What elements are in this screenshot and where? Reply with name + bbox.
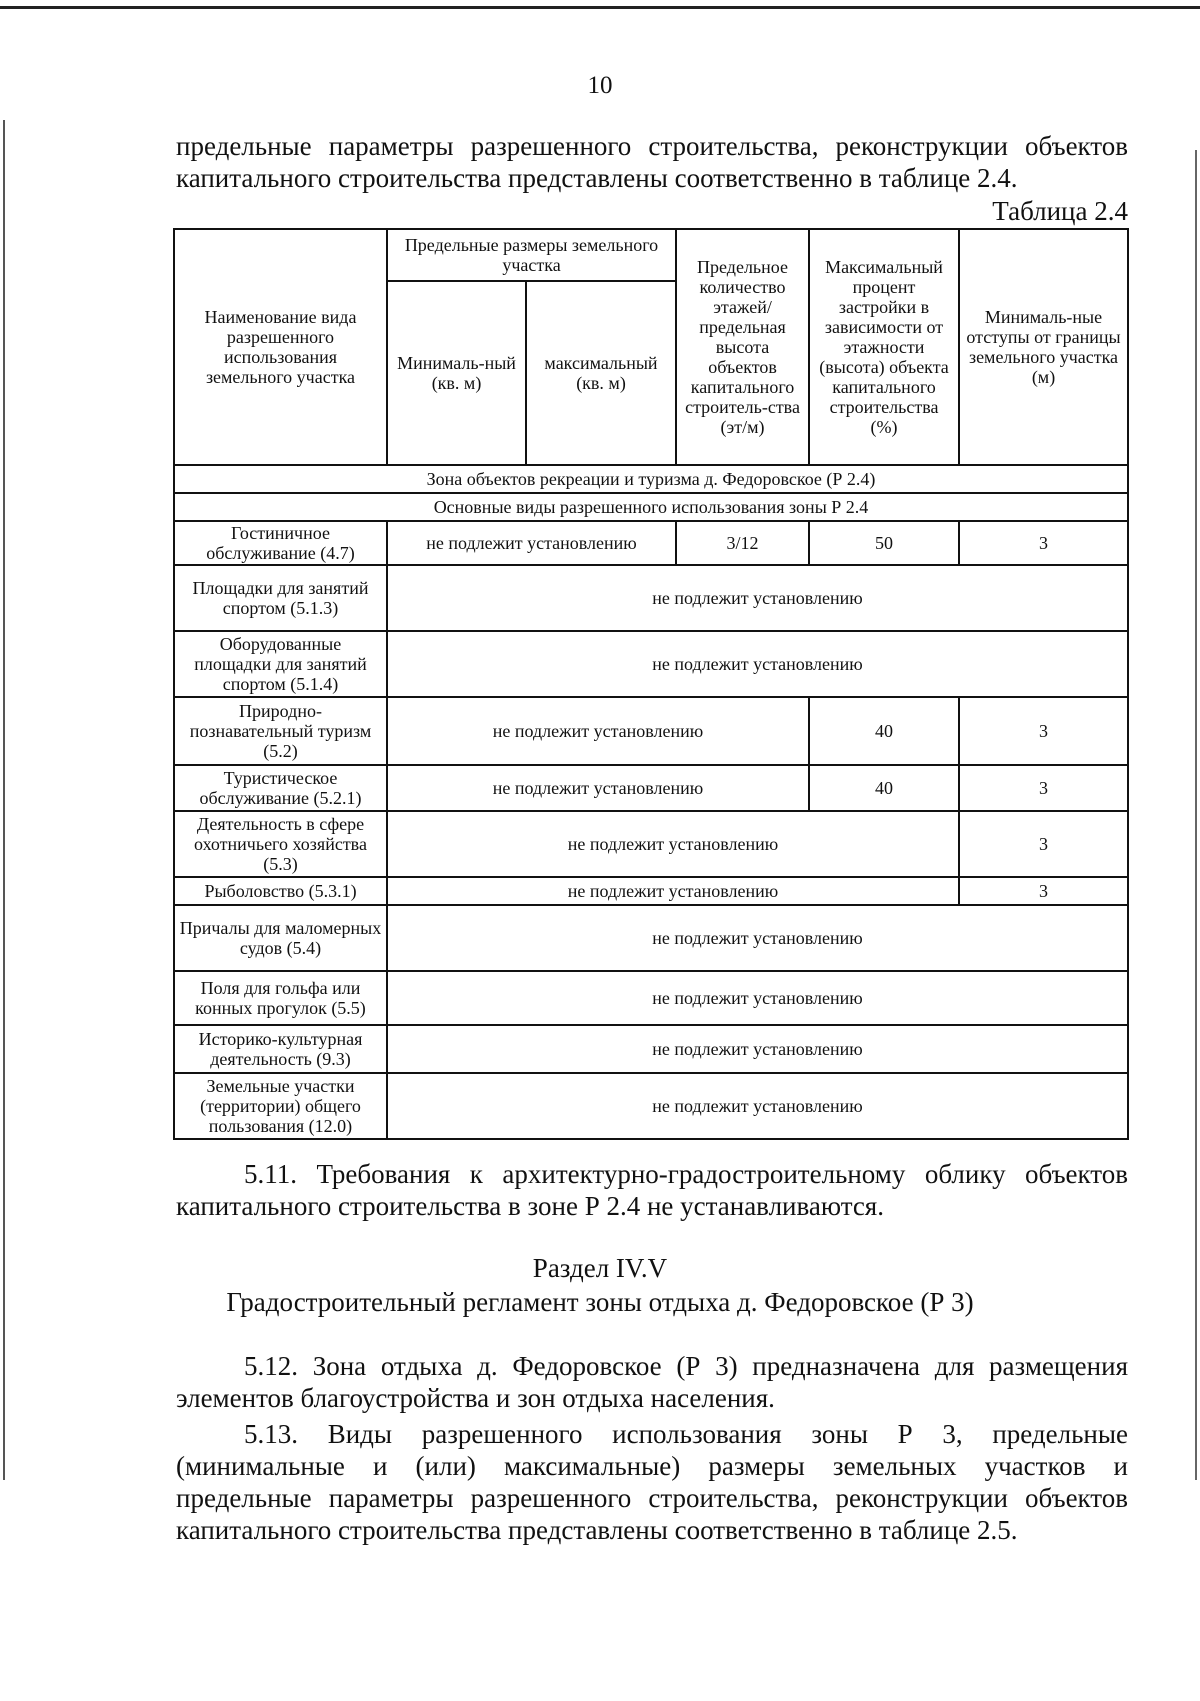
- para-5-13-line-4: капитального строительства представлены соответственно в таблице 2.5.: [176, 1515, 1018, 1545]
- header-setback: Минималь-ные отступы от границы земельного участка (м): [959, 229, 1128, 465]
- table-row: [174, 765, 1128, 811]
- row-setback: 3: [959, 521, 1128, 565]
- section-heading: Раздел IV.V: [532, 1253, 668, 1283]
- table-row: [174, 905, 1128, 971]
- header-coverage: Максимальный процент застройки в зависимости от этажности (высота) объекта капитального строительства (%): [809, 229, 959, 465]
- header-floors: Предельное количество этажей/ предельная высота объектов капитального строитель-ства (эт/м): [676, 229, 809, 465]
- row-name: Природно-познавательный туризм (5.2): [174, 697, 387, 765]
- intro-line-1: предельные параметры разрешенного строительства, реконструкции объектов: [176, 131, 1128, 161]
- para-5-13-line-2: (минимальные и (или) максимальные) размеры земельных участков и: [176, 1451, 1128, 1481]
- row-coverage: 40: [809, 765, 959, 811]
- table-caption: Таблица 2.4: [992, 196, 1128, 226]
- row-setback: 3: [959, 697, 1128, 765]
- regulation-table: [173, 228, 1129, 1140]
- header-plot-sizes: Предельные размеры земельного участка: [387, 229, 676, 281]
- row-size: не подлежит установлению: [387, 877, 959, 905]
- row-name: Туристическое обслуживание (5.2.1): [174, 765, 387, 811]
- para-5-11-line-1: 5.11. Требования к архитектурно-градостроительному облику объектов: [244, 1159, 1128, 1189]
- table-row: [174, 971, 1128, 1025]
- row-name: Причалы для маломерных судов (5.4): [174, 905, 387, 971]
- row-name: Оборудованные площадки для занятий спортом (5.1.4): [174, 631, 387, 697]
- para-5-13-line-3: предельные параметры разрешенного строительства, реконструкции объектов: [176, 1483, 1128, 1513]
- row-floors: 3/12: [676, 521, 809, 565]
- row-all: не подлежит установлению: [387, 905, 1128, 971]
- row-name: Поля для гольфа или конных прогулок (5.5): [174, 971, 387, 1025]
- row-name: Площадки для занятий спортом (5.1.3): [174, 565, 387, 631]
- para-5-12-line-1: 5.12. Зона отдыха д. Федоровское (Р 3) предназначена для размещения: [244, 1351, 1128, 1381]
- row-all: не подлежит установлению: [387, 971, 1128, 1025]
- paragraph-5-11: [176, 1158, 1128, 1222]
- table-row: [174, 631, 1128, 697]
- row-name: Гостиничное обслуживание (4.7): [174, 521, 387, 565]
- row-coverage: 40: [809, 697, 959, 765]
- scan-top-border: [0, 6, 1200, 9]
- table-row: [174, 877, 1128, 905]
- row-name: Земельные участки (территории) общего пользования (12.0): [174, 1073, 387, 1139]
- row-size: не подлежит установлению: [387, 521, 676, 565]
- row-all: не подлежит установлению: [387, 565, 1128, 631]
- table-row: [174, 1073, 1128, 1139]
- row-all: не подлежит установлению: [387, 1025, 1128, 1073]
- header-min: Минималь-ный (кв. м): [387, 281, 526, 465]
- zone-row: Зона объектов рекреации и туризма д. Федоровское (Р 2.4): [174, 465, 1128, 493]
- row-size: не подлежит установлению: [387, 697, 809, 765]
- paragraph-5-12: [176, 1350, 1128, 1414]
- para-5-13-line-1: 5.13. Виды разрешенного использования зоны Р 3, предельные: [244, 1419, 1128, 1449]
- main-types-row: Основные виды разрешенного использования зоны Р 2.4: [174, 493, 1128, 521]
- row-setback: 3: [959, 811, 1128, 877]
- header-max: максимальный (кв. м): [526, 281, 676, 465]
- row-name: Рыболовство (5.3.1): [174, 877, 387, 905]
- row-size: не подлежит установлению: [387, 765, 809, 811]
- table-row: [174, 1025, 1128, 1073]
- row-setback: 3: [959, 765, 1128, 811]
- row-all: не подлежит установлению: [387, 631, 1128, 697]
- paragraph-5-13: [176, 1418, 1128, 1546]
- section-title: Градостроительный регламент зоны отдыха д. Федоровское (Р 3): [226, 1287, 974, 1317]
- header-name: Наименование вида разрешенного использования земельного участка: [174, 229, 387, 465]
- intro-line-2: капитального строительства представлены соответственно в таблице 2.4.: [176, 163, 1018, 193]
- intro-paragraph: [176, 130, 1128, 194]
- row-name: Историко-культурная деятельность (9.3): [174, 1025, 387, 1073]
- para-5-11-line-2: капитального строительства в зоне Р 2.4 не устанавливаются.: [176, 1191, 884, 1221]
- page-number: 10: [587, 72, 613, 99]
- table-row: [174, 521, 1128, 565]
- table-row: [174, 697, 1128, 765]
- table-row: [174, 811, 1128, 877]
- row-coverage: 50: [809, 521, 959, 565]
- row-all: не подлежит установлению: [387, 1073, 1128, 1139]
- table-row: [174, 565, 1128, 631]
- row-name: Деятельность в сфере охотничьего хозяйства (5.3): [174, 811, 387, 877]
- row-size: не подлежит установлению: [387, 811, 959, 877]
- row-setback: 3: [959, 877, 1128, 905]
- para-5-12-line-2: элементов благоустройства и зон отдыха населения.: [176, 1383, 775, 1413]
